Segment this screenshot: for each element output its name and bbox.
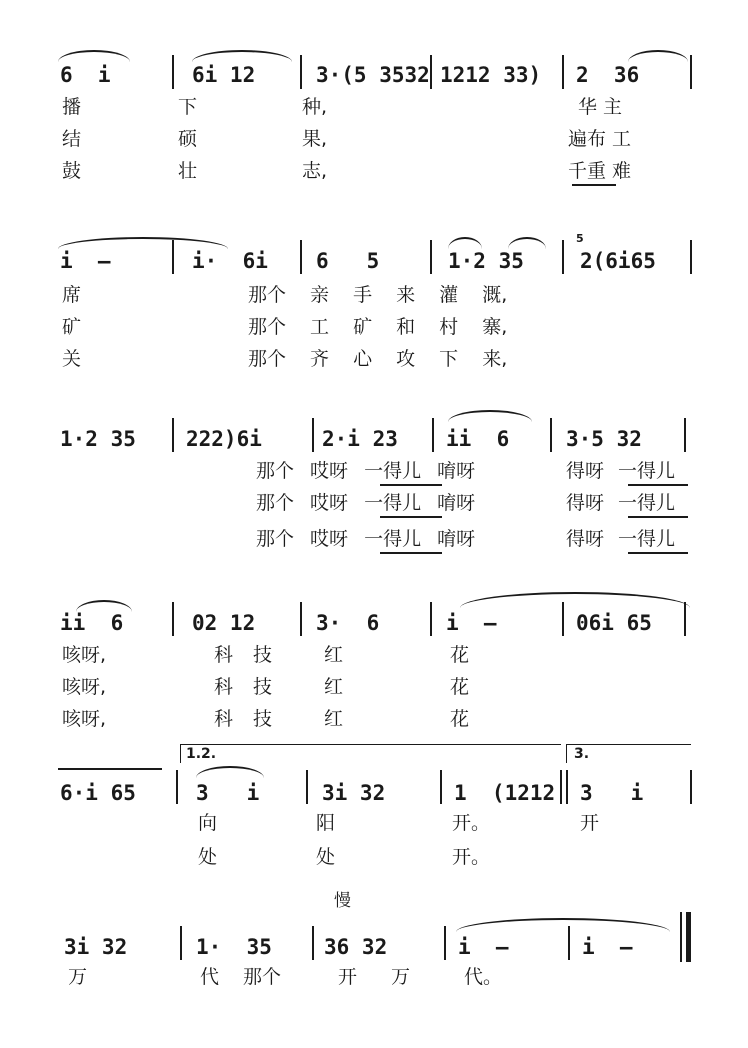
measure-notes: 06i 65 — [576, 611, 652, 635]
barline — [172, 418, 174, 452]
barline — [690, 240, 692, 274]
measure-notes: ii 6 — [446, 427, 510, 451]
lyric: 矿 — [62, 316, 82, 338]
barline — [566, 770, 568, 804]
barline — [550, 418, 552, 452]
measure-notes: ii 6 — [60, 611, 124, 635]
lyric: 种, — [302, 96, 328, 118]
lyric: 那个 哎呀 一得儿 唷呀 — [256, 528, 476, 550]
measure-notes: 2·i 23 — [322, 427, 398, 451]
measure-notes: i — — [458, 935, 509, 959]
lyric: 咳呀, — [62, 708, 107, 730]
lyric: 花 — [450, 676, 470, 698]
lyric-underline — [380, 552, 442, 554]
measure-notes: 3· 6 — [316, 611, 380, 635]
barline — [440, 770, 442, 804]
lyric: 那个 工 矿 和 村 寨, — [248, 316, 508, 338]
lyric: 科 技 — [214, 676, 273, 698]
lyric: 壮 — [178, 160, 198, 182]
barline — [430, 240, 432, 274]
measure-notes: 3 i — [196, 781, 260, 805]
lyric: 阳 — [316, 812, 336, 834]
measure-notes: 02 12 — [192, 611, 256, 635]
lyric-underline — [572, 184, 616, 186]
barline — [300, 240, 302, 274]
lyric: 华 主 — [578, 96, 623, 118]
lyric: 开 万 — [338, 966, 411, 988]
lyric: 鼓 — [62, 160, 82, 182]
volta-bracket-first — [180, 744, 561, 763]
lyric: 得呀 一得儿 — [566, 460, 676, 482]
lyric: 那个 哎呀 一得儿 唷呀 — [256, 492, 476, 514]
lyric: 处 — [198, 846, 218, 868]
lyric-underline — [628, 484, 688, 486]
measure-notes: 3·(5 3532 — [316, 63, 430, 87]
measure-notes: 3i 32 — [64, 935, 128, 959]
lyric: 咳呀, — [62, 644, 107, 666]
tie — [456, 918, 670, 932]
slur — [192, 50, 292, 62]
measure-notes: 6i 12 — [192, 63, 256, 87]
lyric: 千重 难 — [568, 160, 632, 182]
barline — [568, 926, 570, 960]
lyric: 红 — [324, 644, 344, 666]
lyric: 下 — [178, 96, 198, 118]
lyric: 开。 — [452, 812, 491, 834]
lyric: 花 — [450, 644, 470, 666]
lyric: 那个 齐 心 攻 下 来, — [248, 348, 508, 370]
barline — [690, 55, 692, 89]
lyric: 结 — [62, 128, 82, 150]
barline — [300, 602, 302, 636]
lyric: 红 — [324, 676, 344, 698]
measure-notes: 2 36 — [576, 63, 640, 87]
lyric: 处 — [316, 846, 336, 868]
slur — [58, 50, 130, 62]
lyric: 万 — [68, 966, 88, 988]
barline — [562, 602, 564, 636]
barline — [684, 418, 686, 452]
measure-notes: 1·2 35 — [60, 427, 136, 451]
barline — [312, 418, 314, 452]
lyric: 得呀 一得儿 — [566, 528, 676, 550]
lyric-underline — [380, 484, 442, 486]
measure-notes: 1· 35 — [196, 935, 272, 959]
tie — [460, 592, 690, 608]
tie — [58, 237, 228, 249]
measure-notes: 1·2 35 — [448, 249, 524, 273]
measure-notes: 36 32 — [324, 935, 388, 959]
measure-notes: 1212 33) — [440, 63, 542, 87]
barline — [562, 55, 564, 89]
lyric: 关 — [62, 348, 82, 370]
lyric: 科 技 — [214, 644, 273, 666]
volta-label: 1.2. — [186, 746, 217, 762]
slur — [448, 410, 532, 422]
lyric: 代 那个 — [200, 966, 282, 988]
barline — [180, 926, 182, 960]
barline — [690, 770, 692, 804]
barline — [444, 926, 446, 960]
measure-notes: 6 5 — [316, 249, 380, 273]
grace-note: 5 — [576, 232, 584, 245]
measure-notes: 2(6i65 — [580, 249, 656, 273]
lyric-underline — [628, 516, 688, 518]
barline — [172, 602, 174, 636]
lyric: 席 — [62, 284, 82, 306]
final-barline-thick — [686, 912, 691, 962]
measure-notes: i· 6i — [192, 249, 268, 273]
barline — [684, 602, 686, 636]
final-barline-thin — [680, 912, 682, 962]
lyric: 花 — [450, 708, 470, 730]
volta-label: 3. — [574, 746, 590, 762]
lyric: 代。 — [464, 966, 503, 988]
measure-notes: 222)6i — [186, 427, 262, 451]
lyric: 志, — [302, 160, 328, 182]
lyric: 那个 哎呀 一得儿 唷呀 — [256, 460, 476, 482]
measure-notes: i — — [582, 935, 633, 959]
measure-notes: i — — [446, 611, 497, 635]
barline — [562, 240, 564, 274]
measure-notes: 1 (1212 — [454, 781, 556, 805]
lyric: 遍布 工 — [568, 128, 632, 150]
lyric: 播 — [62, 96, 82, 118]
tempo-marking: 慢 — [334, 891, 351, 911]
lyric: 红 — [324, 708, 344, 730]
measure-notes: 3i 32 — [322, 781, 386, 805]
measure-notes: i — — [60, 249, 111, 273]
tie-line — [58, 768, 162, 770]
lyric: 开。 — [452, 846, 491, 868]
lyric-underline — [628, 552, 688, 554]
measure-notes: 3 i — [580, 781, 644, 805]
slur — [448, 237, 482, 249]
barline — [172, 55, 174, 89]
slur — [196, 766, 264, 778]
barline — [300, 55, 302, 89]
lyric: 果, — [302, 128, 328, 150]
barline — [312, 926, 314, 960]
barline — [172, 240, 174, 274]
lyric: 硕 — [178, 128, 198, 150]
barline — [176, 770, 178, 804]
lyric: 开 — [580, 812, 600, 834]
measure-notes: 6 i — [60, 63, 111, 87]
lyric: 那个 亲 手 来 灌 溉, — [248, 284, 508, 306]
lyric: 向 — [198, 812, 218, 834]
barline — [430, 602, 432, 636]
barline — [560, 770, 562, 804]
barline — [432, 418, 434, 452]
barline — [306, 770, 308, 804]
slur — [508, 237, 546, 249]
barline — [430, 55, 432, 89]
lyric-underline — [380, 516, 442, 518]
measure-notes: 6·i 65 — [60, 781, 136, 805]
lyric: 得呀 一得儿 — [566, 492, 676, 514]
lyric: 咳呀, — [62, 676, 107, 698]
measure-notes: 3·5 32 — [566, 427, 642, 451]
slur — [628, 50, 688, 62]
lyric: 科 技 — [214, 708, 273, 730]
